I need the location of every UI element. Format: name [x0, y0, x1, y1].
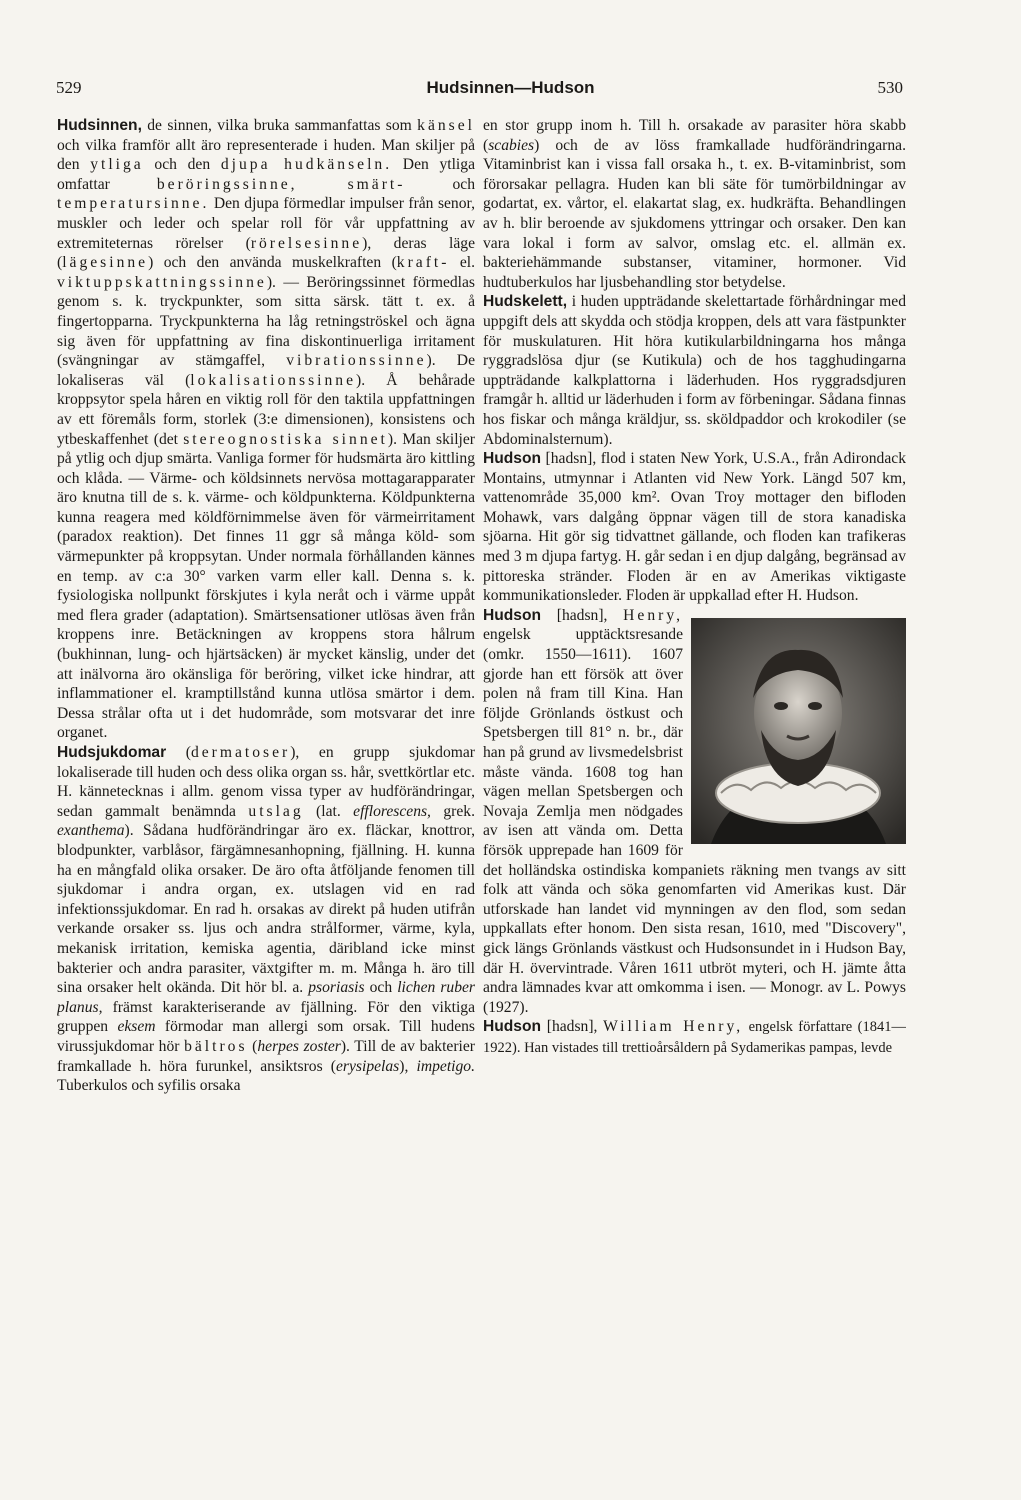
page-number-left: 529 [56, 78, 82, 97]
entry-hudson-william: Hudson [hadsn], William Henry, engelsk författare (1841—1922). Han vistades till trettioårsåldern på Sydamerikas pampas, levde [483, 1018, 906, 1056]
entry-hudsinnen: Hudsinnen, de sinnen, vilka bruka sammanfattas som känsel och vilka framför allt äro representerade i huden. Man skiljer på den ytliga och den djupa hudkänseln. Den ytliga omfattar beröringssinne, smärt- och temperatursinne. Den djupa förmedlar impulser från senor, muskler och leder och spelar roll för vår uppfattning av extremiteternas rörelser (rörelsesinne), deras läge (lägesinne) och den använda muskelkraften (kraft- el. viktuppskattningssinne). — Beröringssinnet förmedlas genom s. k. tryckpunkter, som sitta särsk. tätt t. ex. å fingertopparna. Tryckpunkterna ha låg retningströskel och ägna sig även för uppfattning av fina diskontinuerliga irritament (svängningar av stämgaffel, vibrationssinne). De lokaliseras väl (lokalisationssinne). Å behårade kroppsytor spela håren en viktig roll för den taktila uppfattningen av ett föremåls form, storlek (3:e dimensionen), konsistens och ytbeskaffenhet (det stereognostiska sinnet). Man skiljer på ytlig och djup smärta. Vanliga former för hudsmärta äro kittling och klåda. — Värme- och köldsinnets nervösa mottagarapparater äro knutna till de s. k. värme- och köldpunkterna. Köldpunkterna kunna reagera med köldförnimmelse även för värmeirritament (paradox reaktion). Det finnes 11 ggr så många köld- som värmepunkter på kroppsytan. Under normala förhållanden kännes en temp. av c:a 30° varken varm eller kall. Denna s. k. fysiologiska nollpunkt förskjutes i kyla neråt och i värme uppåt med flera grader (adaptation). Smärtsensationer utlösas även från kroppens inre. Betäckningen av kroppens stora hålrum (bukhinnan, lung- och hjärtsäcken) är mycket känslig, under det att inälvorna äro okänsliga för beröring, vilket icke hindrar, att inflammationer el. kramptillstånd kunna utlösa smärtor i dem. Dessa strålar ofta ut i det hudområde, som motsvarar det inre organet. [57, 117, 475, 742]
headword: Hudskelett, [483, 293, 568, 311]
entry-hudsjukdomar: Hudsjukdomar (dermatoser), en grupp sjukdomar lokaliserade till huden och dess olika organ ss. hår, svettkörtlar etc. H. kännetecknas i allm. genom vissa typer av hudförändringar, sedan gammalt benämnda utslag (lat. efflorescens, grek. exanthema). Sådana hudförändringar äro ex. fläckar, knottror, blodpunkter, varblåsor, färgämnesanhopning, fjällning. H. kunna ha en mångfald olika orsaker. De äro ofta åtföljande fenomen till sjukdomar i andra organ, ex. utslagen vid en rad infektionssjukdomar. En rad h. orsakas av direkt på huden utifrån verkande orsaker ss. ljus och andra strålformer, värme, kyla, mekanisk irritation, kemiska agentia, däribland icke minst bakterier och andra parasiter, växtgifter m. m. Många h. äro till sina orsaker helt okända. Dit hör bl. a. psoriasis och lichen ruber planus, främst karakteriserande av fjällning. För den viktiga gruppen eksem förmodar man allergi som orsak. Till hudens virussjukdomar hör bältros (herpes zoster). Till de av bakterier framkallade h. höra furunkel, ansiktsros (erysipelas), impetigo. Tuberkulos och syfilis orsaka [57, 744, 475, 1095]
left-column [57, 116, 475, 1476]
entry-hudson-henry: Hudson [hadsn], Henry, engelsk upptäcktsresande (omkr. 1550—1611). 1607 gjorde han ett försök att över polen nå fram till Kina. Han följde Grönlands östkust och Spetsbergen till 81° n. br., där han på grund av livsmedelsbrist måste vända. 1608 tog han vägen mellan Spetsbergen och Novaja Zemlja men nödgades av isen att vända om. Detta försök upprepade han 1609 för det holländska ostindiska kompaniets räkning men tvangs av sitt folk att vända och söka genomfarten vid Amerikas kust. Där utforskade han landet vid mynningen av den flod, som sedan uppkallats efter honom. Den sista resan, 1610, med "Discovery", gick längs Grönlands västkust och Hudsonsundet in i Hudson Bay, där H. övervintrade. Våren 1611 utbröt myteri, och H. jämte åtta andra lämnades kvar att omkomma i isen. — Monogr. av L. Powys (1927). [483, 606, 906, 1016]
headword: Hudson [483, 450, 542, 468]
headword: Hudsjukdomar [57, 744, 167, 761]
headword: Hudson [483, 1018, 542, 1036]
portrait-image [691, 618, 906, 844]
right-column [483, 116, 906, 1476]
page-number-right: 530 [877, 78, 903, 97]
running-title: Hudsinnen—Hudson [426, 78, 595, 97]
entry-hudsjukdomar-cont: en stor grupp inom h. Till h. orsakade av parasiter höra skabb (scabies) och de av löss framkallade hudförändringarna. Vitaminbrist kan i vissa fall orsaka h., t. ex. B-vitaminbrist, som förorsakar pellagra. Huden kan bli säte för tumörbildningar av godartat, ex. vårtor, el. elakartat slag, ex. hudkräfta. Behandlingen av h. blir beroende av sjukdomens yttringar och orsaker. Den kan vara lokal i form av salvor, omslag etc. el. allmän ex. bakteriehämmande substanser, vitaminer, hormoner. Vid hudtuberkulos har ljusbehandling stor betydelse. [483, 117, 906, 291]
headword: Hudsinnen, [57, 117, 142, 134]
entry-hudson-river: Hudson [hadsn], flod i staten New York, U.S.A., från Adirondack Montains, utmynnar i Atlanten vid New York. Längd 507 km, vattenområde 35,000 km². Ovan Troy mottager den bifloden Mohawk, vars dalgång öppnar vägen till de stora kanadiska sjöarna. Hit gör sig tidvattnet gällande, och floden kan trafikeras med 3 m djupa fartyg. H. går sedan i en djup dalgång, begränsad av pittoreska stränder. Floden är en av Amerikas viktigaste kommunikationsleder. Floden är uppkallad efter H. Hudson. [483, 450, 906, 605]
entry-hudskelett: Hudskelett, i huden uppträdande skelettartade förhårdningar med uppgift dels att skydda och stödja kroppen, dels att vara fästpunkter för muskulaturen. Hit höra kutikularbildningarna hos många ryggradslösa djur (se Kutikula) och de hos tagghudingarna uppträdande kalkplattorna i läderhuden. Hos ryggradsdjuren framgår h. alltid ur läderhuden i form av förbeningar. Sådana finnas hos fiskar och många kräldjur, ss. sköldpaddor och krokodiler (se Abdominalsternum). [483, 293, 906, 448]
headword: Hudson [483, 606, 542, 624]
portrait-henry-hudson [691, 618, 906, 844]
